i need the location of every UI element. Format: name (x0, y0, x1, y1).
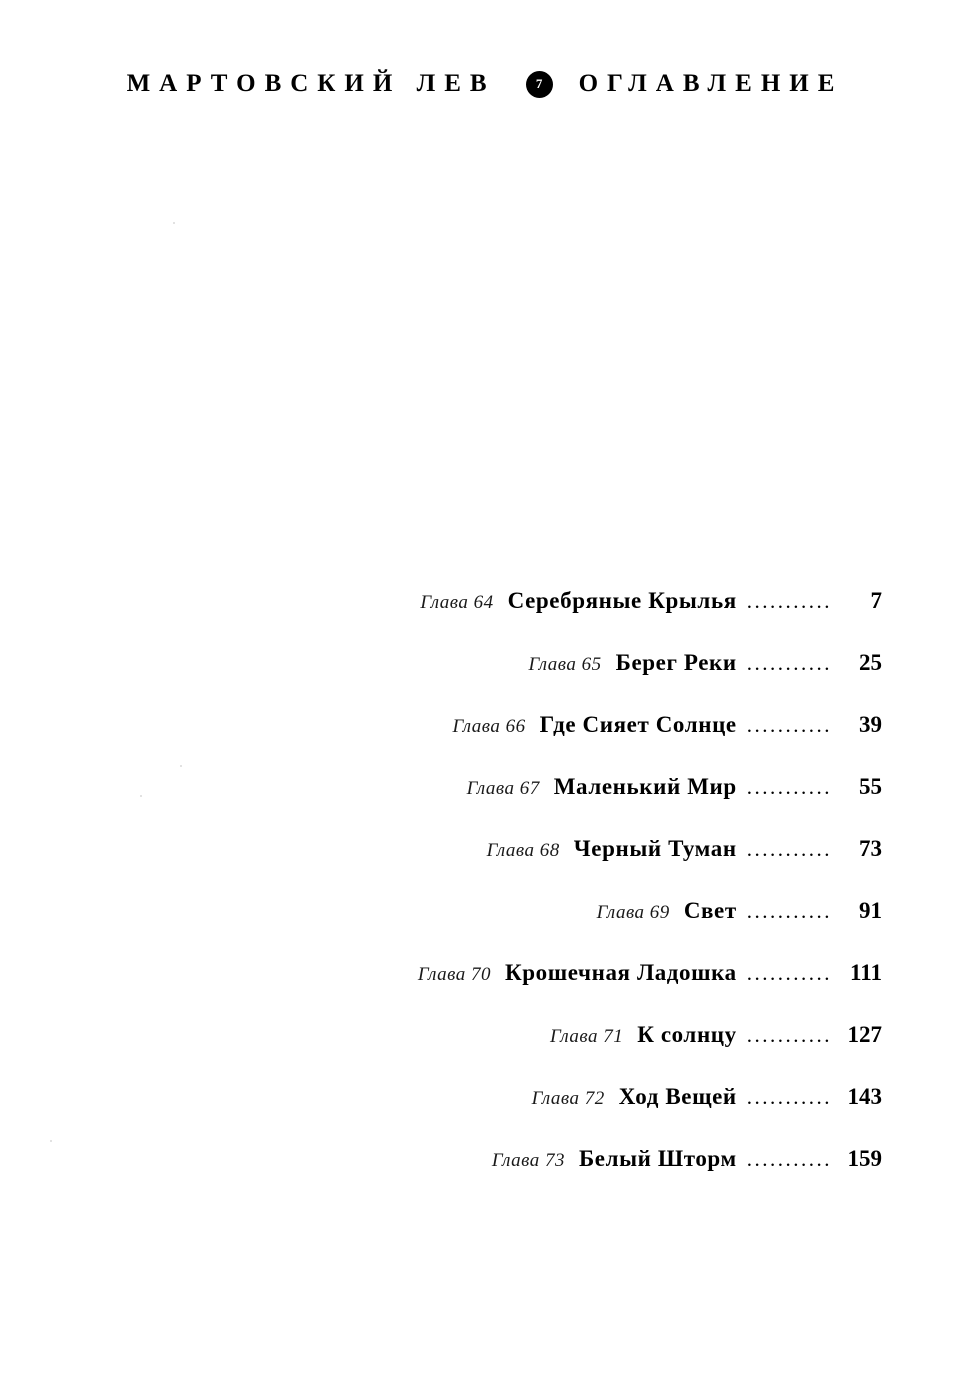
toc-chapter-title: К солнцу (637, 1022, 737, 1047)
toc-leader-dots: ........... (746, 961, 832, 985)
toc-chapter-title: Ход Вещей (618, 1084, 737, 1109)
toc-entry[interactable] (0, 1084, 882, 1110)
toc-leader-dots: ........... (746, 651, 832, 675)
toc-page-number: 25 (859, 650, 882, 675)
toc-entry[interactable] (0, 1022, 882, 1048)
toc-entry[interactable] (0, 650, 882, 676)
toc-chapter-label: Глава 70 (417, 964, 492, 985)
toc-entry[interactable] (0, 1146, 882, 1172)
toc-leader-dots: ........... (746, 775, 832, 799)
toc-chapter-title: Серебряные Крылья (507, 588, 737, 613)
toc-chapter-title: Берег Реки (615, 650, 737, 675)
toc-entry[interactable] (0, 898, 882, 924)
book-title: МАРТОВСКИЙ ЛЕВ (126, 70, 496, 97)
toc-chapter-label: Глава 73 (491, 1150, 565, 1171)
toc-chapter-title: Где Сияет Солнце (539, 712, 737, 737)
toc-entry[interactable] (0, 836, 882, 862)
toc-page-number: 111 (850, 960, 882, 985)
toc-chapter-label: Глава 66 (452, 716, 526, 737)
toc-chapter-label: Глава 67 (466, 778, 540, 799)
toc-chapter-label: Глава 64 (420, 592, 494, 613)
toc-chapter-label: Глава 71 (550, 1026, 624, 1047)
toc-entry[interactable] (0, 712, 882, 738)
toc-page-number: 73 (859, 836, 882, 861)
page-header (0, 70, 970, 98)
toc-chapter-title: Свет (683, 898, 737, 923)
toc-chapter-title: Черный Туман (573, 836, 737, 861)
toc-entry[interactable] (0, 774, 882, 800)
toc-leader-dots: ........... (746, 1147, 832, 1171)
toc-page-number: 7 (870, 588, 882, 613)
toc-entry[interactable] (0, 960, 882, 986)
toc-leader-dots: ........... (746, 589, 832, 613)
toc-page-number: 159 (847, 1146, 882, 1171)
toc-entry[interactable] (0, 588, 882, 614)
table-of-contents (0, 588, 970, 1208)
toc-chapter-label: Глава 68 (486, 840, 560, 861)
toc-chapter-title: Белый Шторм (579, 1146, 737, 1171)
toc-leader-dots: ........... (746, 1023, 832, 1047)
toc-leader-dots: ........... (746, 837, 832, 861)
toc-chapter-title: Крошечная Ладошка (505, 960, 737, 985)
toc-page-number: 127 (847, 1022, 882, 1047)
toc-page-number: 39 (859, 712, 882, 737)
toc-leader-dots: ........... (746, 899, 832, 923)
toc-leader-dots: ........... (746, 1085, 832, 1109)
toc-page-number: 55 (859, 774, 882, 799)
toc-leader-dots: ........... (746, 713, 832, 737)
toc-chapter-label: Глава 65 (528, 654, 602, 675)
paper-speck (173, 222, 175, 224)
toc-page-number: 143 (847, 1084, 882, 1109)
page-number-badge: 7 (526, 71, 553, 98)
toc-chapter-title: Маленький Мир (553, 774, 737, 799)
section-title: ОГЛАВЛЕНИЕ (578, 70, 844, 97)
toc-chapter-label: Глава 72 (531, 1088, 605, 1109)
toc-page-number: 91 (859, 898, 882, 923)
toc-chapter-label: Глава 69 (596, 902, 670, 923)
